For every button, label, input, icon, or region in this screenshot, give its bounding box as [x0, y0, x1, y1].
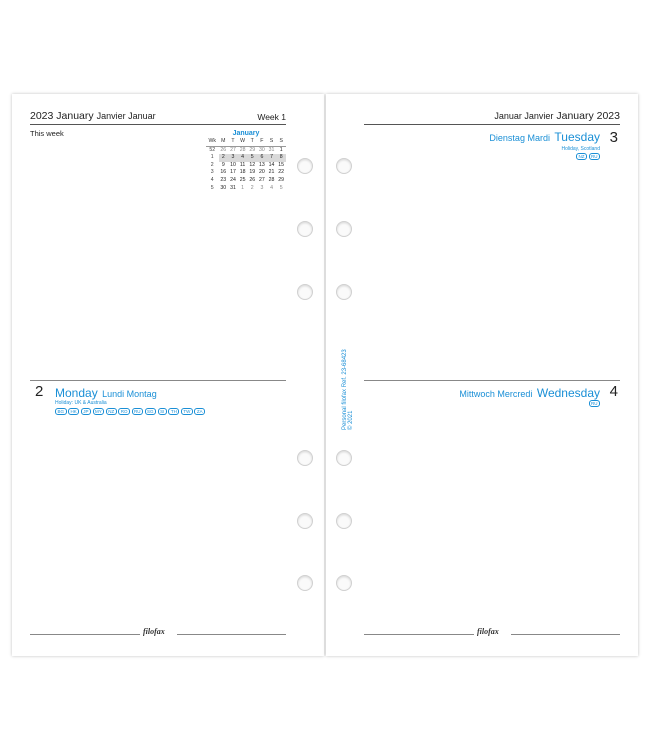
day-number-2: 2 — [35, 383, 44, 400]
left-page — [12, 94, 324, 656]
day-name-translations: Lundi Montag — [102, 389, 157, 399]
punch-hole — [336, 221, 352, 237]
calendar-day: 31 — [268, 146, 275, 153]
left-header-month-translations: Janvier Januar — [96, 111, 156, 121]
punch-hole — [336, 158, 352, 174]
calendar-day: 15 — [278, 161, 285, 168]
calendar-day: 11 — [239, 161, 246, 168]
day4-translations: Mittwoch Mercredi — [459, 389, 533, 399]
calendar-day: 27 — [258, 176, 265, 183]
calendar-day: 6 — [257, 154, 267, 162]
calendar-day: 7 — [267, 154, 277, 162]
country-badge: HK — [68, 408, 79, 415]
left-header — [30, 110, 156, 122]
day3-holiday-text: Holiday, Scotland — [561, 146, 600, 152]
right-header-month-translations: Januar Janvier — [494, 111, 554, 121]
holiday-badges — [55, 408, 205, 415]
calendar-day: 28 — [268, 176, 275, 183]
punch-hole — [297, 221, 313, 237]
header-rule — [30, 124, 286, 125]
spine-ref-line1: Personal filofax Ref. 23-68423 — [342, 349, 348, 430]
country-badge: ZA — [194, 408, 205, 415]
country-badge: SG — [145, 408, 157, 415]
punch-hole — [297, 450, 313, 466]
calendar-weekday-header: M — [219, 138, 229, 146]
right-mid-rule — [364, 380, 620, 381]
calendar-day: 12 — [249, 161, 256, 168]
calendar-day: 26 — [220, 146, 227, 153]
mini-calendar-grid — [206, 138, 286, 192]
calendar-week-number: 2 — [210, 161, 214, 168]
calendar-week-row — [206, 162, 286, 170]
country-badge: NZ — [576, 153, 587, 160]
calendar-week-number: 52 — [209, 146, 216, 153]
calendar-day: 17 — [230, 169, 236, 176]
country-badge: SI — [158, 408, 167, 415]
calendar-day: 22 — [278, 169, 285, 176]
calendar-weekday-header: F — [257, 138, 267, 146]
calendar-week-number: 4 — [210, 176, 214, 183]
calendar-day: 16 — [220, 169, 227, 176]
footer-rule-right-b — [511, 634, 620, 635]
spine-reference — [342, 349, 354, 430]
day3-translations: Dienstag Mardi — [489, 133, 550, 143]
calendar-weekday-header: W — [238, 138, 248, 146]
day-name-en: Monday — [55, 386, 98, 400]
country-badge: NZ — [106, 408, 117, 415]
calendar-week-number: 3 — [210, 169, 214, 176]
footer-rule-left-b — [177, 634, 286, 635]
planner-spread — [12, 94, 638, 656]
calendar-week-row — [206, 169, 286, 177]
calendar-day: 2 — [250, 184, 254, 191]
punch-hole — [336, 513, 352, 529]
punch-hole — [297, 158, 313, 174]
calendar-day: 25 — [239, 176, 246, 183]
calendar-day: 26 — [249, 176, 256, 183]
calendar-day: 14 — [268, 161, 275, 168]
calendar-day: 20 — [258, 169, 265, 176]
calendar-day: 5 — [247, 154, 257, 162]
day3-name-en: Tuesday — [554, 130, 600, 144]
this-week-label: This week — [30, 129, 64, 138]
country-badge: RU — [589, 400, 601, 407]
holiday-text: Holiday: UK & Australia — [55, 400, 107, 406]
calendar-day: 31 — [230, 184, 236, 191]
calendar-week-row — [206, 177, 286, 185]
calendar-week-row — [206, 185, 286, 193]
calendar-week-row — [206, 146, 286, 154]
calendar-weekday-header: T — [228, 138, 238, 146]
footer-rule-left-a — [30, 634, 140, 635]
calendar-day: 29 — [278, 176, 285, 183]
calendar-day: 29 — [249, 146, 256, 153]
country-badge: RO — [118, 408, 130, 415]
calendar-day: 30 — [220, 184, 227, 191]
mini-calendar — [206, 130, 286, 192]
calendar-day: 27 — [230, 146, 236, 153]
calendar-weekday-header: S — [276, 138, 286, 146]
punch-hole — [336, 284, 352, 300]
right-header — [494, 110, 620, 122]
calendar-day: 5 — [279, 184, 283, 191]
footer-rule-right-a — [364, 634, 474, 635]
spine-ref-line2: © 2021 — [348, 410, 354, 430]
calendar-weekday-header: T — [247, 138, 257, 146]
day-name-tuesday — [489, 128, 600, 146]
calendar-day: 13 — [258, 161, 265, 168]
calendar-day: 2 — [219, 154, 229, 162]
country-badge: TH — [168, 408, 179, 415]
calendar-day: 1 — [241, 184, 245, 191]
right-header-month-year: January 2023 — [556, 110, 620, 122]
calendar-day: 19 — [249, 169, 256, 176]
country-badge: RU — [132, 408, 144, 415]
day4-name-en: Wednesday — [536, 386, 600, 400]
day-name-wednesday — [459, 384, 600, 402]
punch-hole — [297, 513, 313, 529]
calendar-day: 28 — [239, 146, 246, 153]
country-badge: BG — [55, 408, 67, 415]
mini-calendar-header-row — [206, 138, 286, 146]
right-header-rule — [364, 124, 620, 125]
punch-hole — [297, 575, 313, 591]
left-header-year-month: 2023 January — [30, 110, 94, 122]
filofax-logo: filofax — [477, 627, 499, 636]
day3-badges — [576, 153, 600, 160]
calendar-day: 3 — [228, 154, 238, 162]
country-badge: RU — [589, 153, 601, 160]
country-badge: MY — [93, 408, 105, 415]
calendar-week-row — [206, 154, 286, 162]
calendar-day: 10 — [230, 161, 236, 168]
calendar-day: 4 — [270, 184, 273, 191]
punch-hole — [336, 575, 352, 591]
calendar-weekday-header: Wk — [206, 138, 219, 146]
week-label: Week 1 — [257, 112, 286, 122]
calendar-day: 23 — [220, 176, 227, 183]
calendar-day: 3 — [260, 184, 264, 191]
right-page — [326, 94, 638, 656]
day-number-4: 4 — [609, 383, 618, 400]
calendar-week-number: 1 — [210, 154, 214, 161]
punch-hole — [297, 284, 313, 300]
mini-calendar-title: January — [232, 130, 260, 137]
calendar-day: 18 — [239, 169, 246, 176]
country-badge: TW — [181, 408, 193, 415]
calendar-day: 1 — [279, 146, 283, 153]
calendar-week-number: 5 — [210, 184, 214, 191]
day4-badges — [589, 400, 601, 407]
calendar-day: 8 — [276, 154, 286, 162]
punch-hole — [336, 450, 352, 466]
calendar-day: 4 — [238, 154, 248, 162]
calendar-day: 24 — [230, 176, 236, 183]
filofax-logo: filofax — [143, 627, 165, 636]
calendar-day: 9 — [221, 161, 225, 168]
calendar-day: 30 — [258, 146, 265, 153]
day-number-3: 3 — [609, 129, 618, 146]
mid-rule — [30, 380, 286, 381]
country-badge: JP — [81, 408, 91, 415]
calendar-weekday-header: S — [267, 138, 277, 146]
calendar-day: 21 — [268, 169, 275, 176]
